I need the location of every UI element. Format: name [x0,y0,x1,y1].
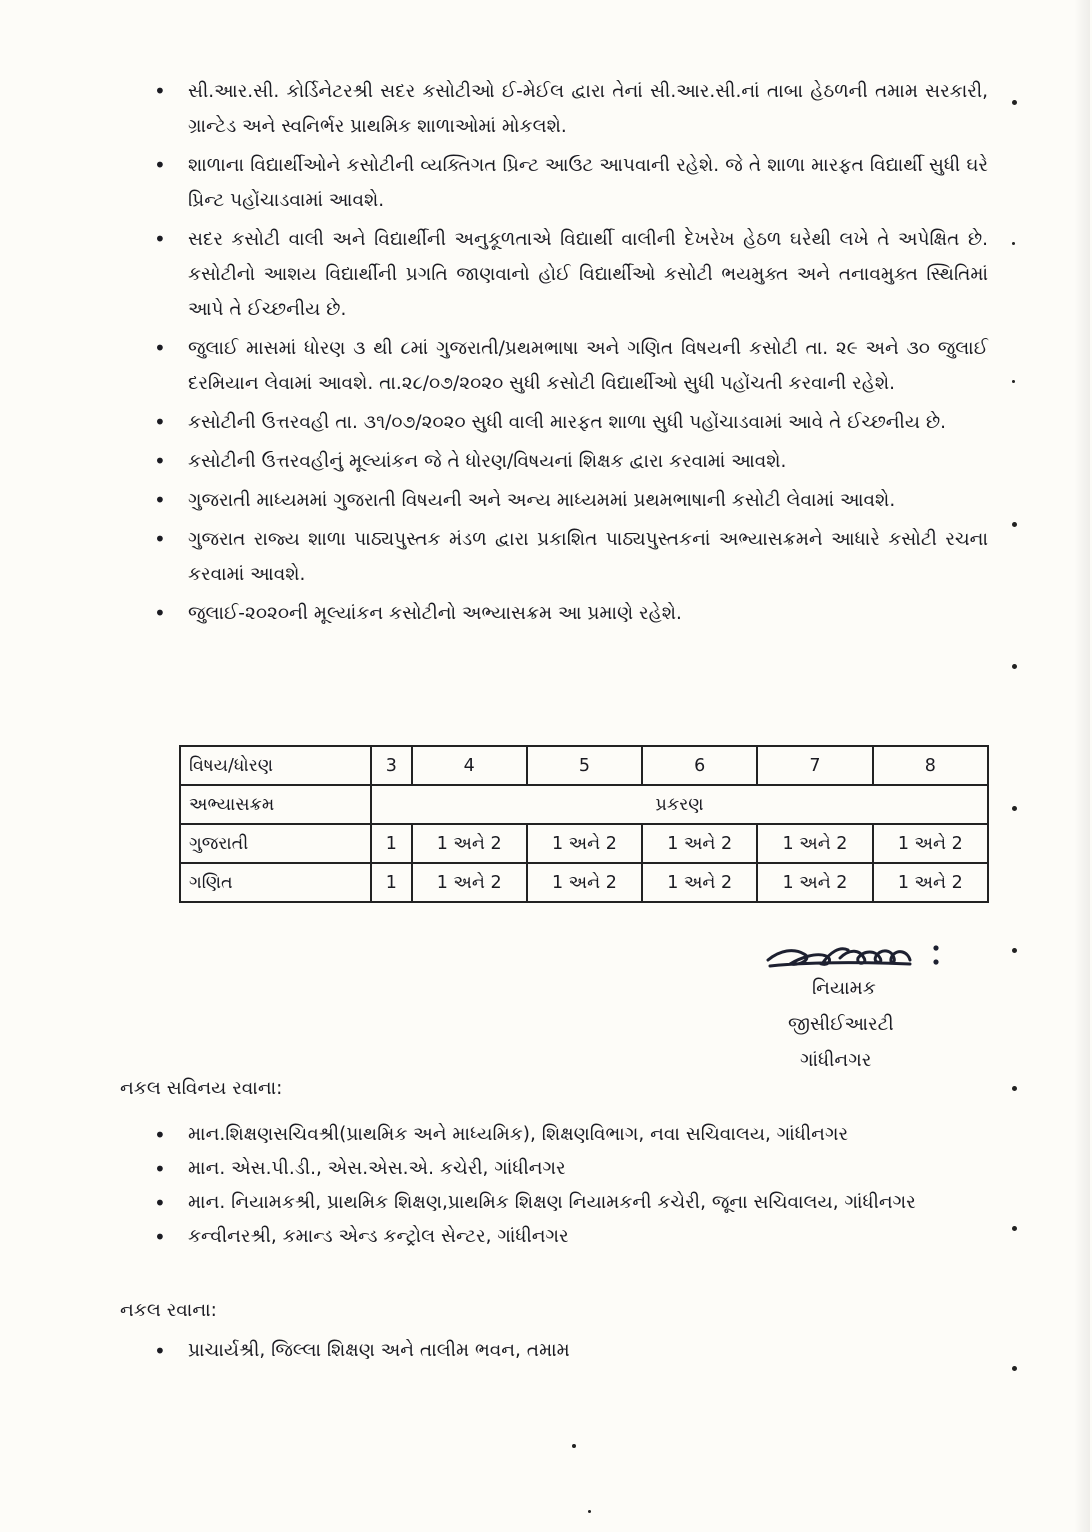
list-item-text: કસોટીની ઉત્તરવહીનું મૂલ્યાંકન જે તે ધોરણ/વિષયનાં શિક્ષક દ્વારા કરવામાં આવશે. [188,451,787,472]
grade-cell: 4 [412,746,527,785]
grade-cell: 3 [371,746,412,785]
subject-cell: ગુજરાતી [180,824,371,863]
page-fold-shadow [1074,0,1090,1532]
header-label: વિષય/ધોરણ [180,746,371,785]
list-item-text: ગુજરાતી માધ્યમમાં ગુજરાતી વિષયની અને અન્ય માધ્યમમાં પ્રથમભાષાની કસોટી લેવામાં આવશે. [188,490,896,511]
table-cell: 1 [371,824,412,863]
list-item-text: સદર કસોટી વાલી અને વિદ્યાર્થીની અનુકૂળતાએ વિદ્યાર્થી વાલીની દેખરેખ હેઠળ ઘરેથી લખે તે અપેક્ષિત છે. કસોટીનો આશય વિદ્યાર્થીની પ્રગતિ જાણવાનો હોઈ વિદ્યાર્થીઓ કસોટી ભયમુક્ત અને તનાવમુક્ત સ્થિતિમાં આપે તે ઈચ્છનીય છે. [188,229,988,320]
scan-mark [1012,380,1015,383]
table-header-row [180,746,988,785]
signatory-designation: નિયામક [812,978,876,999]
list-item: • કસોટીની ઉત્તરવહી તા. ૩૧/૦૭/૨૦૨૦ સુધી વાલી મારફત શાળા સુધી પહોંચાડવામાં આવે તે ઈચ્છનીય છે. [154,410,947,434]
list-item-text: શાળાના વિદ્યાર્થીઓને કસોટીની વ્યક્તિગત પ્રિન્ટ આઉટ આપવાની રહેશે. જે તે શાળા મારફત વિદ્યાર્થી સુધી ઘરે પ્રિન્ટ પહોંચાડવામાં આવશે. [188,155,988,211]
list-item: • ગુજરાતી માધ્યમમાં ગુજરાતી વિષયની અને અન્ય માધ્યમમાં પ્રથમભાષાની કસોટી લેવામાં આવશે. [154,488,896,512]
scan-mark [1012,100,1017,105]
list-item-text: ગુજરાત રાજ્ય શાળા પાઠ્યપુસ્તક મંડળ દ્વારા પ્રકાશિત પાઠ્યપુસ્તકનાં અભ્યાસક્રમને આધારે કસોટી રચના કરવામાં આવશે. [188,529,988,585]
table-cell: 1 અને 2 [642,863,757,902]
list-item: • કન્વીનરશ્રી, કમાન્ડ એન્ડ કન્ટ્રોલ સેન્ટર, ગાંધીનગર [154,1225,569,1249]
list-item: • જુલાઈ-૨૦૨૦ની મૂલ્યાંકન કસોટીનો અભ્યાસક્રમ આ પ્રમાણે રહેશે. [154,601,682,625]
list-item: • પ્રાચાર્યશ્રી, જિલ્લા શિક્ષણ અને તાલીમ ભવન, તમામ [154,1339,570,1363]
syllabus-label: અભ્યાસક્રમ [180,785,371,824]
list-item: • માન. નિયામકશ્રી, પ્રાથમિક શિક્ષણ,પ્રાથમિક શિક્ષણ નિયામકની કચેરી, જૂના સચિવાલય, ગાંધીનગર [154,1191,916,1215]
list-item-text: સી.આર.સી. કોર્ડિનેટરશ્રી સદર કસોટીઓ ઈ-મેઈલ દ્વારા તેનાં સી.આર.સી.નાં તાબા હેઠળની તમામ સરકારી, ગ્રાન્ટેડ અને સ્વનિર્ભર પ્રાથમિક શાળાઓમાં મોકલશે. [188,81,988,137]
syllabus-table [179,745,989,903]
scan-mark [1012,1086,1017,1091]
copy-respectful-list [150,1118,950,1254]
scan-mark [572,1444,576,1448]
list-item-text: માન. એસ.પી.ડી., એસ.એસ.એ. કચેરી, ગાંધીનગર [188,1158,566,1179]
grade-cell: 8 [873,746,988,785]
copy-forward-heading: નકલ રવાના: [120,1300,217,1321]
table-cell: 1 અને 2 [642,824,757,863]
scan-mark [1012,664,1017,669]
syllabus-value: પ્રકરણ [371,785,988,824]
table-cell: 1 અને 2 [527,863,642,902]
table-row [180,863,988,902]
list-item-text: જુલાઈ-૨૦૨૦ની મૂલ્યાંકન કસોટીનો અભ્યાસક્રમ આ પ્રમાણે રહેશે. [188,603,682,624]
list-item-text: કસોટીની ઉત્તરવહી તા. ૩૧/૦૭/૨૦૨૦ સુધી વાલી મારફત શાળા સુધી પહોંચાડવામાં આવે તે ઈચ્છનીય છે. [188,412,947,433]
table-cell: 1 અને 2 [412,824,527,863]
subject-cell: ગણિત [180,863,371,902]
list-item-text: કન્વીનરશ્રી, કમાન્ડ એન્ડ કન્ટ્રોલ સેન્ટર, ગાંધીનગર [188,1226,569,1247]
signature-image [760,928,950,978]
table-cell: 1 અને 2 [412,863,527,902]
copy-forward-list [150,1334,950,1368]
list-item: • સી.આર.સી. કોર્ડિનેટરશ્રી સદર કસોટીઓ ઈ-મેઈલ દ્વારા તેનાં સી.આર.સી.નાં તાબા હેઠળની તમામ સરકારી, ગ્રાન્ટેડ અને સ્વનિર્ભર પ્રાથમિક શાળાઓમાં મોકલશે. [154,79,988,137]
list-item: • માન.શિક્ષણસચિવશ્રી(પ્રાથમિક અને માધ્યમિક), શિક્ષણવિભાગ, નવા સચિવાલય, ગાંધીનગર [154,1123,849,1147]
scan-mark [1012,1366,1017,1371]
list-item: • ગુજરાત રાજ્ય શાળા પાઠ્યપુસ્તક મંડળ દ્વારા પ્રકાશિત પાઠ્યપુસ્તકનાં અભ્યાસક્રમને આધારે કસોટી રચના કરવામાં આવશે. [154,527,988,585]
list-item: • માન. એસ.પી.ડી., એસ.એસ.એ. કચેરી, ગાંધીનગર [154,1157,566,1181]
scan-mark [1012,806,1017,811]
signatory-city: ગાંધીનગર [800,1050,872,1071]
grade-cell: 5 [527,746,642,785]
table-cell: 1 અને 2 [527,824,642,863]
table-cell: 1 અને 2 [873,863,988,902]
table-cell: 1 [371,863,412,902]
scan-mark [1012,948,1017,953]
list-item-text: પ્રાચાર્યશ્રી, જિલ્લા શિક્ષણ અને તાલીમ ભવન, તમામ [188,1340,570,1361]
list-item-text: માન.શિક્ષણસચિવશ્રી(પ્રાથમિક અને માધ્યમિક), શિક્ષણવિભાગ, નવા સચિવાલય, ગાંધીનગર [188,1124,849,1145]
list-item-text: માન. નિયામકશ્રી, પ્રાથમિક શિક્ષણ,પ્રાથમિક શિક્ષણ નિયામકની કચેરી, જૂના સચિવાલય, ગાંધીનગર [188,1192,916,1213]
list-item: • જુલાઈ માસમાં ધોરણ ૩ થી ૮માં ગુજરાતી/પ્રથમભાષા અને ગણિત વિષયની કસોટી તા. ૨૯ અને ૩૦ જુલાઈ દરમિયાન લેવામાં આવશે. તા.૨૮/૦૭/૨૦૨૦ સુધી કસોટી વિદ્યાર્થીઓ સુધી પહોંચતી કરવાની રહેશે. [154,336,988,394]
scan-mark [1012,522,1017,527]
list-item-text: જુલાઈ માસમાં ધોરણ ૩ થી ૮માં ગુજરાતી/પ્રથમભાષા અને ગણિત વિષયની કસોટી તા. ૨૯ અને ૩૦ જુલાઈ દરમિયાન લેવામાં આવશે. તા.૨૮/૦૭/૨૦૨૦ સુધી કસોટી વિદ્યાર્થીઓ સુધી પહોંચતી કરવાની રહેશે. [188,338,988,394]
list-item: • કસોટીની ઉત્તરવહીનું મૂલ્યાંકન જે તે ધોરણ/વિષયનાં શિક્ષક દ્વારા કરવામાં આવશે. [154,449,787,473]
copy-respectful-heading: નકલ સવિનય રવાના: [120,1078,283,1099]
scan-mark [1012,1226,1017,1231]
signatory-office: જીસીઈઆરટી [788,1014,894,1035]
table-row [180,824,988,863]
list-item: • શાળાના વિદ્યાર્થીઓને કસોટીની વ્યક્તિગત પ્રિન્ટ આઉટ આપવાની રહેશે. જે તે શાળા મારફત વિદ્યાર્થી સુધી ઘરે પ્રિન્ટ પહોંચાડવામાં આવશે. [154,153,988,211]
table-cell: 1 અને 2 [757,824,872,863]
grade-cell: 6 [642,746,757,785]
scan-mark [588,1510,591,1513]
list-item: • સદર કસોટી વાલી અને વિદ્યાર્થીની અનુકૂળતાએ વિદ્યાર્થી વાલીની દેખરેખ હેઠળ ઘરેથી લખે તે અપેક્ષિત છે. કસોટીનો આશય વિદ્યાર્થીની પ્રગતિ જાણવાનો હોઈ વિદ્યાર્થીઓ કસોટી ભયમુક્ત અને તનાવમુક્ત સ્થિતિમાં આપે તે ઈચ્છનીય છે. [154,227,988,320]
table-cell: 1 અને 2 [873,824,988,863]
scan-mark [1012,242,1015,245]
instruction-list [150,74,988,635]
table-row [180,785,988,824]
table-cell: 1 અને 2 [757,863,872,902]
grade-cell: 7 [757,746,872,785]
